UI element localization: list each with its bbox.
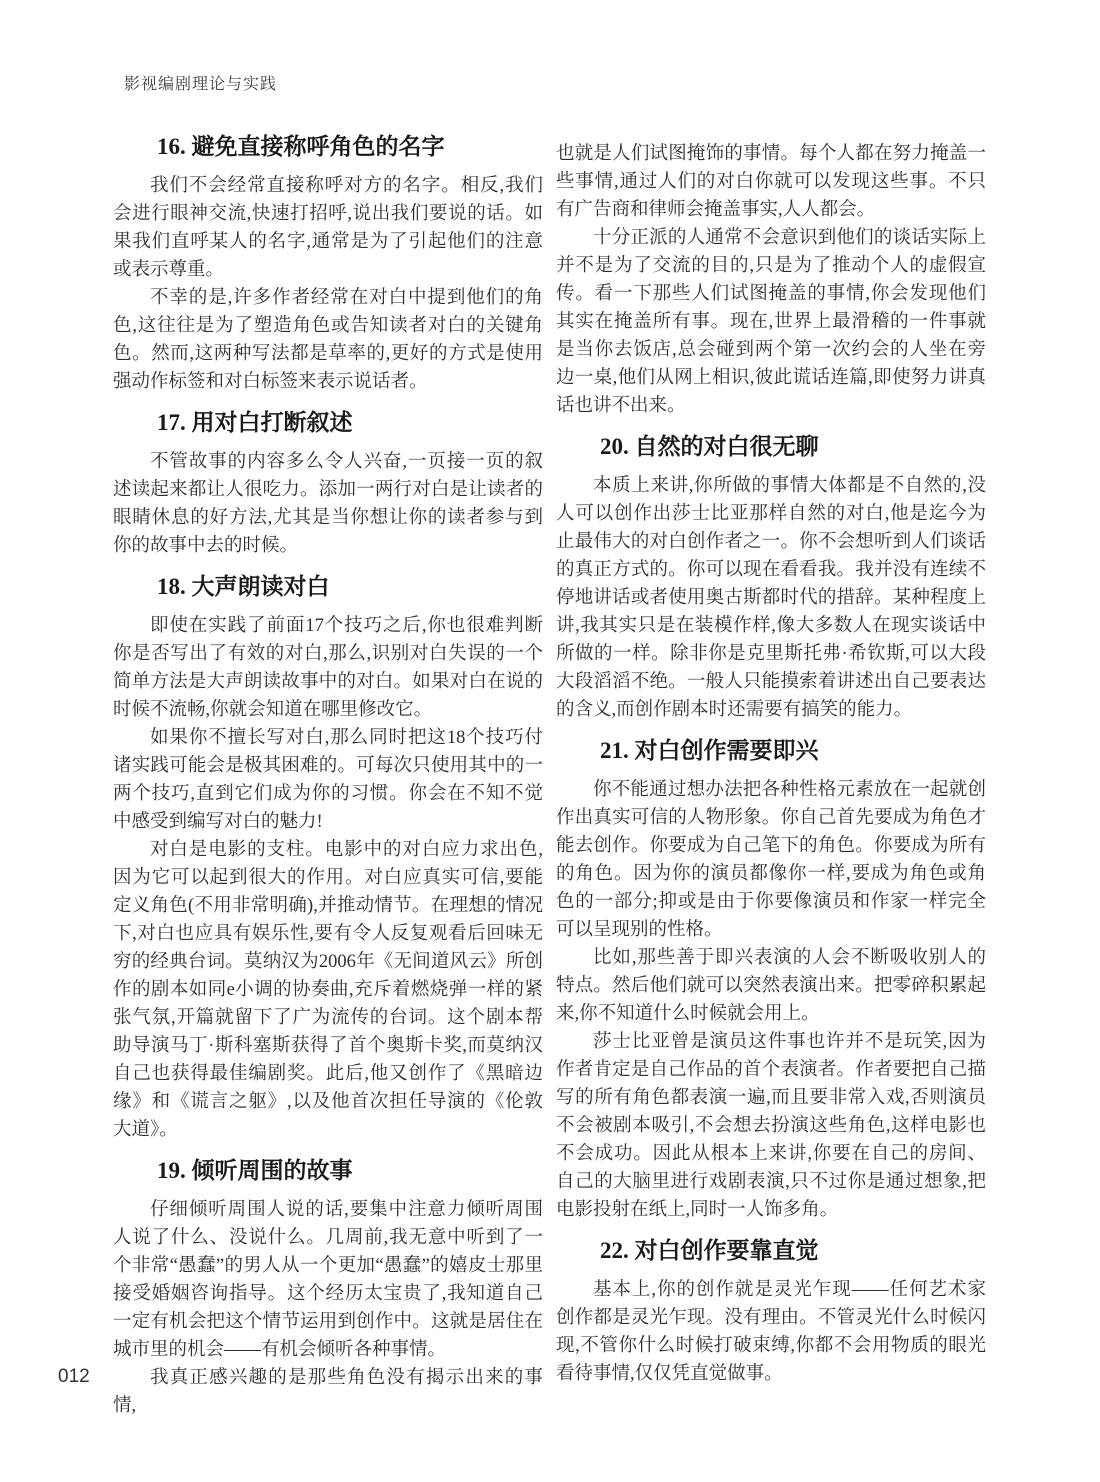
paragraph: 我们不会经常直接称呼对方的名字。相反,我们会进行眼神交流,快速打招呼,说出我们要说的话。如果我们直呼某人的名字,通常是为了引起他们的注意或表示尊重。	[113, 176, 543, 280]
paragraph-continuation: 也就是人们试图掩饰的事情。每个人都在努力掩盖一些事情,通过人们的对白你就可以发现这些事。不只有广告商和律师会掩盖事实,人人都会。	[556, 144, 986, 220]
paragraph: 对白是电影的支柱。电影中的对白应力求出色,因为它可以起到很大的作用。对白应真实可信,要能定义角色(不用非常明确),并推动情节。在理想的情况下,对白也应具有娱乐性,要有令人反复观看后回味无穷的经典台词。莫纳汉为2006年《无间道风云》所创作的剧本如同e小调的协奏曲,充斥着燃烧弹一样的紧张气氛,开篇就留下了广为流传的台词。这个剧本帮助导演马丁·斯科塞斯获得了首个奥斯卡奖,而莫纳汉自己也获得最佳编剧奖。此后,他又创作了《黑暗边缘》和《谎言之躯》,以及他首次担任导演的《伦敦大道》。	[113, 840, 543, 1140]
paragraph: 本质上来讲,你所做的事情大体都是不自然的,没人可以创作出莎士比亚那样自然的对白,他是迄今为止最伟大的对白创作者之一。你不会想听到人们谈话的真正方式的。你可以现在看看我。我并没有连续不停地讲话或者使用奥古斯都时代的措辞。某种程度上讲,我其实只是在装模作样,像大多数人在现实谈话中所做的一样。除非你是克里斯托弗·希钦斯,可以大段大段滔滔不绝。一般人只能摸索着讲述出自己要表达的含义,而创作剧本时还需要有搞笑的能力。	[556, 476, 986, 720]
left-text-column	[113, 120, 543, 1420]
paragraph: 我真正感兴趣的是那些角色没有揭示出来的事情,	[113, 1368, 543, 1416]
section-heading-22: 22. 对白创作要靠直觉	[600, 1238, 819, 1263]
paragraph: 如果你不擅长写对白,那么同时把这18个技巧付诸实践可能会是极其困难的。可每次只使用其中的一两个技巧,直到它们成为你的习惯。你会在不知不觉中感受到编写对白的魅力!	[113, 728, 543, 832]
right-text-column	[556, 120, 986, 1388]
paragraph: 不幸的是,许多作者经常在对白中提到他们的角色,这往往是为了塑造角色或告知读者对白的关键角色。然而,这两种写法都是草率的,更好的方式是使用强动作标签和对白标签来表示说话者。	[113, 288, 543, 392]
section-heading-16: 16. 避免直接称呼角色的名字	[157, 134, 445, 159]
paragraph: 仔细倾听周围人说的话,要集中注意力倾听周围人说了什么、没说什么。几周前,我无意中听到了一个非常“愚蠢”的男人从一个更加“愚蠢”的嬉皮士那里接受婚姻咨询指导。这个经历太宝贵了,我知道自己一定有机会把这个情节运用到创作中。这就是居住在城市里的机会——有机会倾听各种事情。	[113, 1200, 543, 1360]
paragraph: 莎士比亚曾是演员这件事也许并不是玩笑,因为作者肯定是自己作品的首个表演者。作者要把自己描写的所有角色都表演一遍,而且要非常入戏,否则演员不会被剧本吸引,不会想去扮演这些角色,这样电影也不会成功。因此从根本上来讲,你要在自己的房间、自己的大脑里进行戏剧表演,只不过你是通过想象,把电影投射在纸上,同时一人饰多角。	[556, 1032, 986, 1220]
section-heading-20: 20. 自然的对白很无聊	[600, 434, 819, 459]
page-number: 012	[58, 1366, 90, 1387]
section-heading-17: 17. 用对白打断叙述	[157, 410, 353, 435]
paragraph: 即使在实践了前面17个技巧之后,你也很难判断你是否写出了有效的对白,那么,识别对白失误的一个简单方法是大声朗读故事中的对白。如果对白在说的时候不流畅,你就会知道在哪里修改它。	[113, 616, 543, 720]
paragraph: 你不能通过想办法把各种性格元素放在一起就创作出真实可信的人物形象。你自己首先要成为角色才能去创作。你要成为自己笔下的角色。你要成为所有的角色。因为你的演员都像你一样,要成为角色或角色的一部分;抑或是由于你要像演员和作家一样完全可以呈现别的性格。	[556, 780, 986, 940]
paragraph: 不管故事的内容多么令人兴奋,一页接一页的叙述读起来都让人很吃力。添加一两行对白是让读者的眼睛休息的好方法,尤其是当你想让你的读者参与到你的故事中去的时候。	[113, 452, 543, 556]
section-heading-21: 21. 对白创作需要即兴	[600, 738, 819, 763]
paragraph: 基本上,你的创作就是灵光乍现——任何艺术家创作都是灵光乍现。没有理由。不管灵光什么时候闪现,不管你什么时候打破束缚,你都不会用物质的眼光看待事情,仅仅凭直觉做事。	[556, 1280, 986, 1384]
section-heading-18: 18. 大声朗读对白	[157, 574, 330, 599]
section-heading-19: 19. 倾听周围的故事	[157, 1158, 353, 1183]
running-header: 影视编剧理论与实践	[124, 76, 278, 93]
paragraph: 比如,那些善于即兴表演的人会不断吸收别人的特点。然后他们就可以突然表演出来。把零碎积累起来,你不知道什么时候就会用上。	[556, 948, 986, 1024]
paragraph: 十分正派的人通常不会意识到他们的谈话实际上并不是为了交流的目的,只是为了推动个人的虚假宣传。看一下那些人们试图掩盖的事情,你会发现他们其实在掩盖所有事。现在,世界上最滑稽的一件事就是当你去饭店,总会碰到两个第一次约会的人坐在旁边一桌,他们从网上相识,彼此谎话连篇,即使努力讲真话也讲不出来。	[556, 228, 986, 416]
